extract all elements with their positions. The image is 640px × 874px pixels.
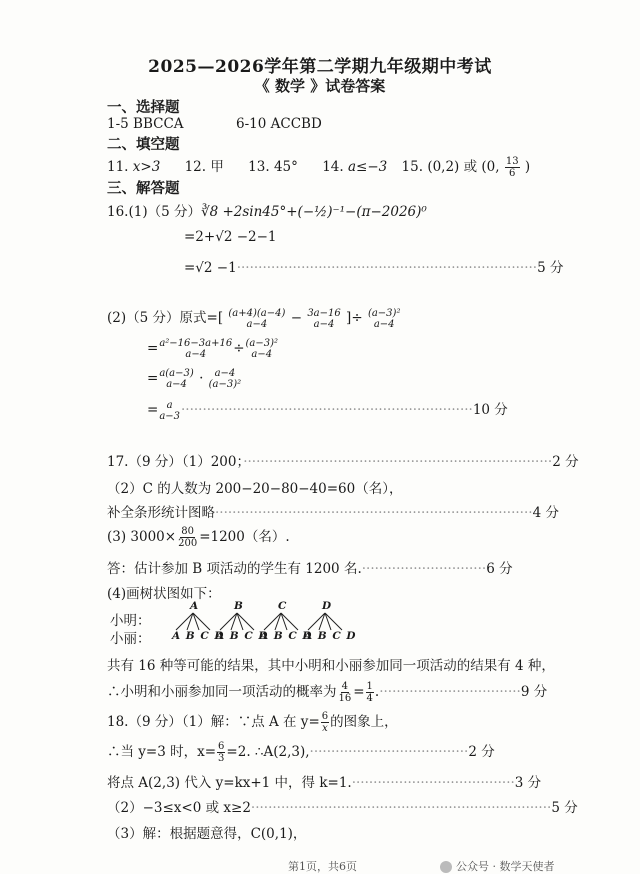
q17-line1: 17.（9 分）（1）200；········································································2 分 [107, 454, 579, 470]
section-choice-heading: 一、选择题 [107, 99, 180, 116]
tree-root-d: D [322, 600, 332, 612]
fill-q12-answer: 甲 [210, 159, 224, 175]
q17-line8: ∴小明和小丽参加同一项活动的概率为 $\frac{4}{16}$ = $\frac{1}{4}$ .·································9 分 [107, 681, 548, 704]
fill-answers: 11. x>3 12. 甲 13. 45° 14. a≤−3 15. (0,2) 或 (0, $\frac{13}{6}$ ) [107, 156, 531, 179]
q17-line4: (3) 3000× $\frac{80}{200}$ =1200（名）. [107, 526, 290, 549]
q16-part2-line2: = a²−16−3a+16 a−4 ÷ (a−3)² a−4 [147, 338, 279, 360]
q18-line3: 将点 A(2,3) 代入 y=kx+1 中，得 k=1.······································3 分 [107, 775, 542, 791]
choice-answers-6-10: 6-10 ACCBD [236, 116, 322, 132]
tree-leaves-a: A B C D [172, 630, 225, 642]
fill-q14-answer: a≤−3 [347, 159, 388, 175]
fill-q15-fraction: $\frac{13}{6}$ [505, 156, 519, 179]
choice-answers-1-5: 1-5 BBCCA [107, 116, 184, 132]
watermark-text: 公众号 · 数学天使者 [440, 858, 555, 874]
q18-line2: ∴当 y=3 时，x= $\frac{6}{3}$ =2. ∴A(2,3),·····································2 分 [107, 741, 495, 764]
wechat-icon [440, 861, 452, 873]
section-solution-heading: 三、解答题 [107, 180, 180, 197]
q16-part2-line4: = a a−3 ····································································10 分 [147, 399, 508, 422]
q18-line1: 18.（9 分）（1）解：∵点 A 在 y= $\frac{6}{x}$ 的图象上， [107, 711, 398, 734]
q18-line4: （2）−3≤x<0 或 x≥2······································································5 分 [107, 800, 578, 816]
q16-part1-line1: 16.(1)（5 分）∛8 +2sin45°+(−½)⁻¹−(π−2026)⁰ [107, 204, 427, 220]
tree-label-xiaoli: 小丽： [110, 631, 151, 647]
q17-line2: （2）C 的人数为 200−20−80−40=60（名）， [107, 481, 403, 497]
q18-line5: （3）解：根据题意得，C(0,1)， [107, 826, 307, 842]
tree-diagram [170, 600, 360, 644]
fill-q13-number: 13. [248, 159, 270, 175]
q17-line3: 补全条形统计图略··········································································4 分 [107, 505, 559, 521]
q16-part2-line1: (2)（5 分）原式=[ (a+4)(a−4) a−4 − 3a−16 a−4 ]÷ (a−3)² a−4 [107, 307, 401, 330]
tree-leaves-b: A B C D [216, 630, 269, 642]
tree-root-a: A [190, 600, 199, 612]
fill-q15-number: 15. [401, 159, 424, 175]
fill-q11-answer: x>3 [132, 159, 161, 175]
tree-leaves-c: A B C D [260, 630, 313, 642]
q16-part1-line2: =2+√2 −2−1 [184, 229, 277, 245]
exam-subtitle: 《 数学 》试卷答案 [254, 77, 386, 95]
q17-line7: 共有 16 种等可能的结果，其中小明和小丽参加同一项活动的结果有 4 种， [107, 658, 555, 674]
exam-title: 2025—2026学年第二学期九年级期中考试 [148, 57, 492, 77]
tree-label-xiaoming: 小明： [110, 613, 151, 629]
fill-q14-number: 14. [322, 159, 344, 175]
q17-line6: (4)画树状图如下： [107, 586, 221, 602]
fill-q13-answer: 45° [273, 159, 298, 175]
q16-part2-line3: = a(a−3) a−4 · a−4 (a−3)² [147, 368, 242, 390]
fill-q15-answer: (0,2) 或 (0, [427, 159, 500, 175]
tree-root-b: B [234, 600, 243, 612]
page-number: 第1页，共6页 [288, 860, 357, 873]
fill-q11-number: 11. [107, 159, 129, 175]
tree-leaves-d: A B C D [304, 630, 357, 642]
tree-root-c: C [278, 600, 287, 612]
q16-part1-line3: =√2 −1······································································5 分 [184, 260, 564, 276]
q17-line5: 答：估计参加 B 项活动的学生有 1200 名.·····························6 分 [107, 561, 513, 577]
fill-q12-number: 12. [184, 159, 207, 175]
section-fill-heading: 二、填空题 [107, 136, 180, 153]
